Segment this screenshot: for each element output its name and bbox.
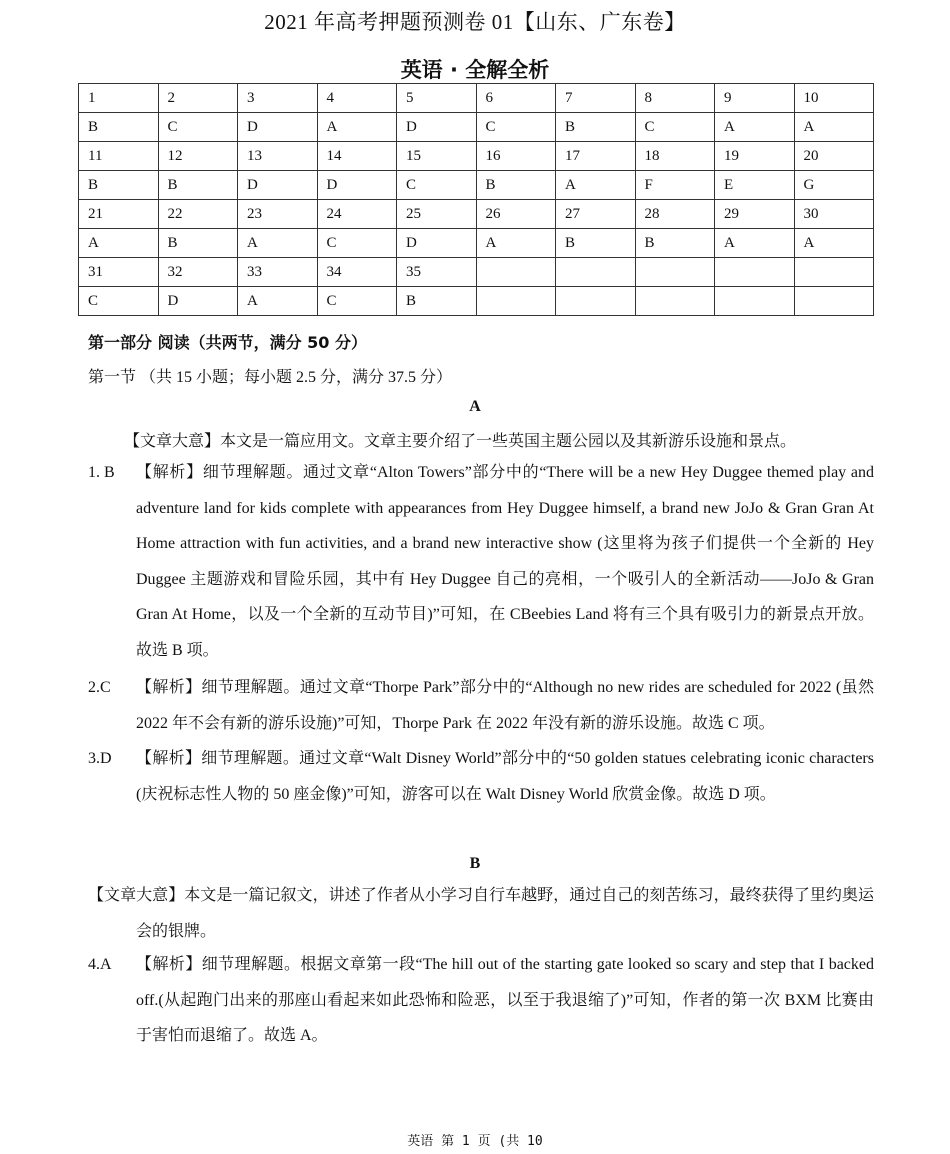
table-cell: C [397, 171, 477, 200]
table-cell: 15 [397, 142, 477, 171]
table-cell: B [79, 171, 159, 200]
table-cell: B [635, 229, 715, 258]
table-cell: 22 [158, 200, 238, 229]
table-cell: B [397, 287, 477, 316]
table-cell: 18 [635, 142, 715, 171]
part-one-heading: 第一部分 阅读（共两节，满分 50 分） [88, 333, 367, 352]
question-number-row [79, 258, 874, 287]
table-cell: 16 [476, 142, 556, 171]
answer-item-number: 1. B [88, 464, 115, 481]
answer-key-table [78, 83, 874, 316]
table-cell: 35 [397, 258, 477, 287]
passage-b-letter: B [469, 855, 481, 872]
summary-text: 【文章大意】本文是一篇记叙文，讲述了作者从小学习自行车越野，通过自己的刻苦练习，最终获得了里约奥运会的银牌。 [88, 887, 874, 940]
answer-item-2 [88, 670, 874, 741]
table-cell: 2 [158, 84, 238, 113]
table-cell: B [556, 229, 636, 258]
table-cell [556, 287, 636, 316]
table-cell: A [476, 229, 556, 258]
table-cell: A [794, 229, 874, 258]
answer-item-explanation: 【解析】细节理解题。通过文章“Walt Disney World”部分中的“50 golden statues celebrating iconic characters (庆祝标志性人物的 50 座金像)”可知，游客可以在 Walt Disney World 欣赏金像。故选 D 项。 [136, 750, 874, 803]
table-cell: 3 [238, 84, 318, 113]
table-cell [635, 258, 715, 287]
table-cell: C [635, 113, 715, 142]
answer-letter-row [79, 287, 874, 316]
answer-item-explanation: 【解析】细节理解题。通过文章“Alton Towers”部分中的“There will be a new Hey Duggee themed play and adventure land for kids complete with appearances from Hey Duggee himself, a brand new JoJo & Gran Gran At Home attraction with fun activities, and a brand new interactive show (这里将为孩子们提供一个全新的 Hey Duggee 主题游戏和冒险乐园，其中有 Hey Duggee 自己的亮相，一个吸引人的全新活动——JoJo & Gran Gran At Home，以及一个全新的互动节目)”可知，在 CBeebies Land 将有三个具有吸引力的新景点开放。故选 B 项。 [136, 464, 874, 659]
table-cell [476, 258, 556, 287]
table-cell: C [158, 113, 238, 142]
table-cell: 8 [635, 84, 715, 113]
table-cell: 20 [794, 142, 874, 171]
table-cell: B [158, 229, 238, 258]
table-cell: D [317, 171, 397, 200]
passage-a-letter: A [469, 398, 481, 415]
table-cell: A [794, 113, 874, 142]
table-cell: 30 [794, 200, 874, 229]
table-cell: D [158, 287, 238, 316]
table-cell: B [79, 113, 159, 142]
table-cell: A [238, 229, 318, 258]
table-cell: 34 [317, 258, 397, 287]
table-cell: 29 [715, 200, 795, 229]
table-cell: 11 [79, 142, 159, 171]
table-cell: D [238, 171, 318, 200]
table-cell [715, 258, 795, 287]
question-number-row [79, 84, 874, 113]
table-cell: 32 [158, 258, 238, 287]
table-cell: D [397, 113, 477, 142]
table-cell: A [238, 287, 318, 316]
table-cell: C [79, 287, 159, 316]
table-cell: 19 [715, 142, 795, 171]
table-cell: 17 [556, 142, 636, 171]
table-cell: A [556, 171, 636, 200]
table-cell: C [476, 113, 556, 142]
table-cell: G [794, 171, 874, 200]
answer-item-4 [88, 947, 874, 1054]
document-subtitle: 英语 · 全解全析 [400, 58, 550, 82]
table-cell [794, 258, 874, 287]
answer-item-explanation: 【解析】细节理解题。根据文章第一段“The hill out of the starting gate looked so scary and step that I backed off.(从起跑门出来的那座山看起来如此恐怖和险恶，以至于我退缩了)”可知，作者的第一次 BXM 比赛由于害怕而退缩了。故选 A。 [136, 956, 874, 1045]
table-cell: 26 [476, 200, 556, 229]
answer-letter-row [79, 171, 874, 200]
table-cell: 28 [635, 200, 715, 229]
table-cell: 9 [715, 84, 795, 113]
passage-a-summary: 【文章大意】本文是一篇应用文。文章主要介绍了一些英国主题公园以及其新游乐设施和景点。 [124, 433, 797, 450]
table-cell: 13 [238, 142, 318, 171]
table-cell: 4 [317, 84, 397, 113]
table-cell: 14 [317, 142, 397, 171]
table-cell: 6 [476, 84, 556, 113]
answer-item-number: 2.C [88, 679, 111, 696]
question-number-row [79, 200, 874, 229]
table-cell: A [715, 229, 795, 258]
table-cell [794, 287, 874, 316]
table-cell: B [556, 113, 636, 142]
table-cell: 33 [238, 258, 318, 287]
table-cell: 7 [556, 84, 636, 113]
question-number-row [79, 142, 874, 171]
table-cell: 31 [79, 258, 159, 287]
table-cell: B [476, 171, 556, 200]
answer-item-number: 3.D [88, 750, 112, 767]
passage-b-summary [88, 878, 874, 949]
table-cell: A [715, 113, 795, 142]
answer-item-3 [88, 741, 874, 812]
table-cell [715, 287, 795, 316]
table-cell: 25 [397, 200, 477, 229]
table-cell [635, 287, 715, 316]
table-cell: 23 [238, 200, 318, 229]
table-cell: B [158, 171, 238, 200]
table-cell: 5 [397, 84, 477, 113]
answer-item-number: 4.A [88, 956, 112, 973]
table-cell: 1 [79, 84, 159, 113]
table-cell: E [715, 171, 795, 200]
table-cell: D [238, 113, 318, 142]
table-cell: F [635, 171, 715, 200]
table-cell [476, 287, 556, 316]
table-cell [556, 258, 636, 287]
table-cell: C [317, 287, 397, 316]
section-one-heading: 第一节 （共 15 小题；每小题 2.5 分，满分 37.5 分） [88, 369, 453, 386]
table-cell: D [397, 229, 477, 258]
document-title: 2021 年高考押题预测卷 01【山东、广东卷】 [264, 10, 686, 34]
table-cell: 21 [79, 200, 159, 229]
table-cell: 27 [556, 200, 636, 229]
table-cell: C [317, 229, 397, 258]
table-cell: 12 [158, 142, 238, 171]
answer-item-explanation: 【解析】细节理解题。通过文章“Thorpe Park”部分中的“Although no new rides are scheduled for 2022 (虽然 2022 年不会有新的游乐设施)”可知，Thorpe Park 在 2022 年没有新的游乐设施。故选 C 项。 [136, 679, 874, 732]
answer-letter-row [79, 229, 874, 258]
answer-letter-row [79, 113, 874, 142]
answer-item-1 [88, 455, 874, 669]
table-cell: 10 [794, 84, 874, 113]
table-cell: A [317, 113, 397, 142]
page-footer: 英语 第 1 页 (共 10 [407, 1134, 543, 1149]
table-cell: 24 [317, 200, 397, 229]
table-cell: A [79, 229, 159, 258]
